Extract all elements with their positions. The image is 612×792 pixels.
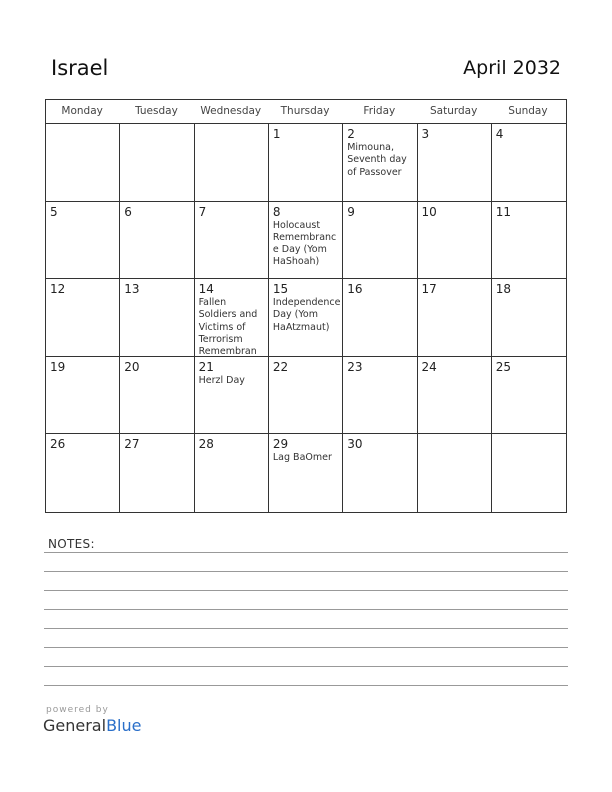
day-number: 13 xyxy=(124,282,140,297)
holiday-label: Lag BaOmer xyxy=(272,452,332,464)
day-number: 12 xyxy=(50,282,66,297)
day-cell xyxy=(194,434,268,511)
notes-line xyxy=(44,571,568,572)
holiday-label: Herzl Day xyxy=(198,374,245,386)
notes-line xyxy=(44,552,568,553)
weekday-header: Friday xyxy=(363,105,396,117)
day-number: 5 xyxy=(50,204,58,219)
day-number: 24 xyxy=(421,359,437,374)
notes-line xyxy=(44,666,568,667)
day-number: 16 xyxy=(347,282,363,297)
day-number: 10 xyxy=(421,204,437,219)
brand-blue: Blue xyxy=(106,716,142,735)
day-cell xyxy=(119,434,193,511)
weekday-header: Wednesday xyxy=(200,105,262,117)
day-cell xyxy=(268,279,342,356)
day-cell xyxy=(119,124,193,201)
day-cell xyxy=(417,357,491,434)
day-number: 14 xyxy=(198,282,214,297)
day-number: 7 xyxy=(198,204,207,219)
day-cell xyxy=(194,202,268,279)
day-cell xyxy=(45,279,119,356)
day-cell xyxy=(417,202,491,279)
day-cell xyxy=(417,279,491,356)
day-number: 2 xyxy=(347,127,355,141)
day-cell xyxy=(491,202,565,279)
day-cell xyxy=(268,202,342,279)
day-number: 11 xyxy=(495,204,512,219)
day-cell xyxy=(45,357,119,434)
day-number: 26 xyxy=(50,437,66,452)
month-year-title: April 2032 xyxy=(463,57,561,79)
day-number: 6 xyxy=(124,204,132,219)
day-number: 1 xyxy=(272,127,281,141)
calendar-grid xyxy=(45,99,566,512)
notes-line xyxy=(44,609,568,610)
day-number: 22 xyxy=(272,359,289,374)
notes-label: NOTES: xyxy=(48,537,95,551)
notes-line xyxy=(44,647,568,648)
holiday-label: Holocaust Remembrance Day (Yom HaShoah) xyxy=(272,219,337,268)
brand-general: General xyxy=(43,716,107,735)
day-cell xyxy=(268,434,342,511)
weekday-header: Sunday xyxy=(508,105,548,117)
day-cell xyxy=(268,124,342,201)
day-cell xyxy=(194,357,268,434)
day-cell xyxy=(194,124,268,201)
generalblue-logo xyxy=(43,716,141,735)
holiday-label: Fallen Soldiers and Victims of Terrorism Remembran xyxy=(198,297,258,357)
day-cell xyxy=(119,202,193,279)
notes-line xyxy=(44,628,568,629)
day-cell xyxy=(342,124,416,201)
day-number: 9 xyxy=(347,204,355,219)
day-cell xyxy=(268,357,342,434)
notes-line xyxy=(44,685,568,686)
day-cell xyxy=(342,434,416,511)
day-cell xyxy=(417,124,491,201)
day-number: 29 xyxy=(272,437,289,452)
day-cell xyxy=(342,279,416,356)
powered-by-text: powered by xyxy=(46,705,109,715)
day-cell xyxy=(342,357,416,434)
day-cell xyxy=(194,279,268,356)
day-cell xyxy=(491,124,565,201)
day-number: 27 xyxy=(124,437,140,452)
day-cell xyxy=(45,124,119,201)
day-number: 18 xyxy=(495,282,512,297)
day-number: 15 xyxy=(272,282,289,297)
day-cell xyxy=(491,357,565,434)
day-number: 20 xyxy=(124,359,140,374)
day-number: 25 xyxy=(495,359,512,374)
day-cell xyxy=(491,434,565,511)
day-cell xyxy=(45,434,119,511)
day-cell xyxy=(417,434,491,511)
day-number: 23 xyxy=(347,359,363,374)
country-title: Israel xyxy=(51,56,109,80)
day-number: 21 xyxy=(198,359,214,374)
notes-line xyxy=(44,590,568,591)
day-cell xyxy=(119,357,193,434)
weekday-header: Saturday xyxy=(429,105,478,117)
day-number: 17 xyxy=(421,282,437,297)
day-number: 28 xyxy=(198,437,214,452)
day-number: 30 xyxy=(347,437,363,452)
day-number: 3 xyxy=(421,127,430,141)
day-cell xyxy=(45,202,119,279)
weekday-header: Monday xyxy=(61,105,103,117)
day-cell xyxy=(342,202,416,279)
weekday-header: Thursday xyxy=(280,105,330,117)
day-cell xyxy=(491,279,565,356)
holiday-label: Mimouna, Seventh day of Passover xyxy=(347,142,407,178)
day-number: 8 xyxy=(272,204,281,219)
day-number: 4 xyxy=(495,127,504,141)
day-cell xyxy=(119,279,193,356)
weekday-header: Tuesday xyxy=(135,105,178,117)
day-number: 19 xyxy=(50,359,66,374)
holiday-label: Independence Day (Yom HaAtzmaut) xyxy=(272,297,341,333)
